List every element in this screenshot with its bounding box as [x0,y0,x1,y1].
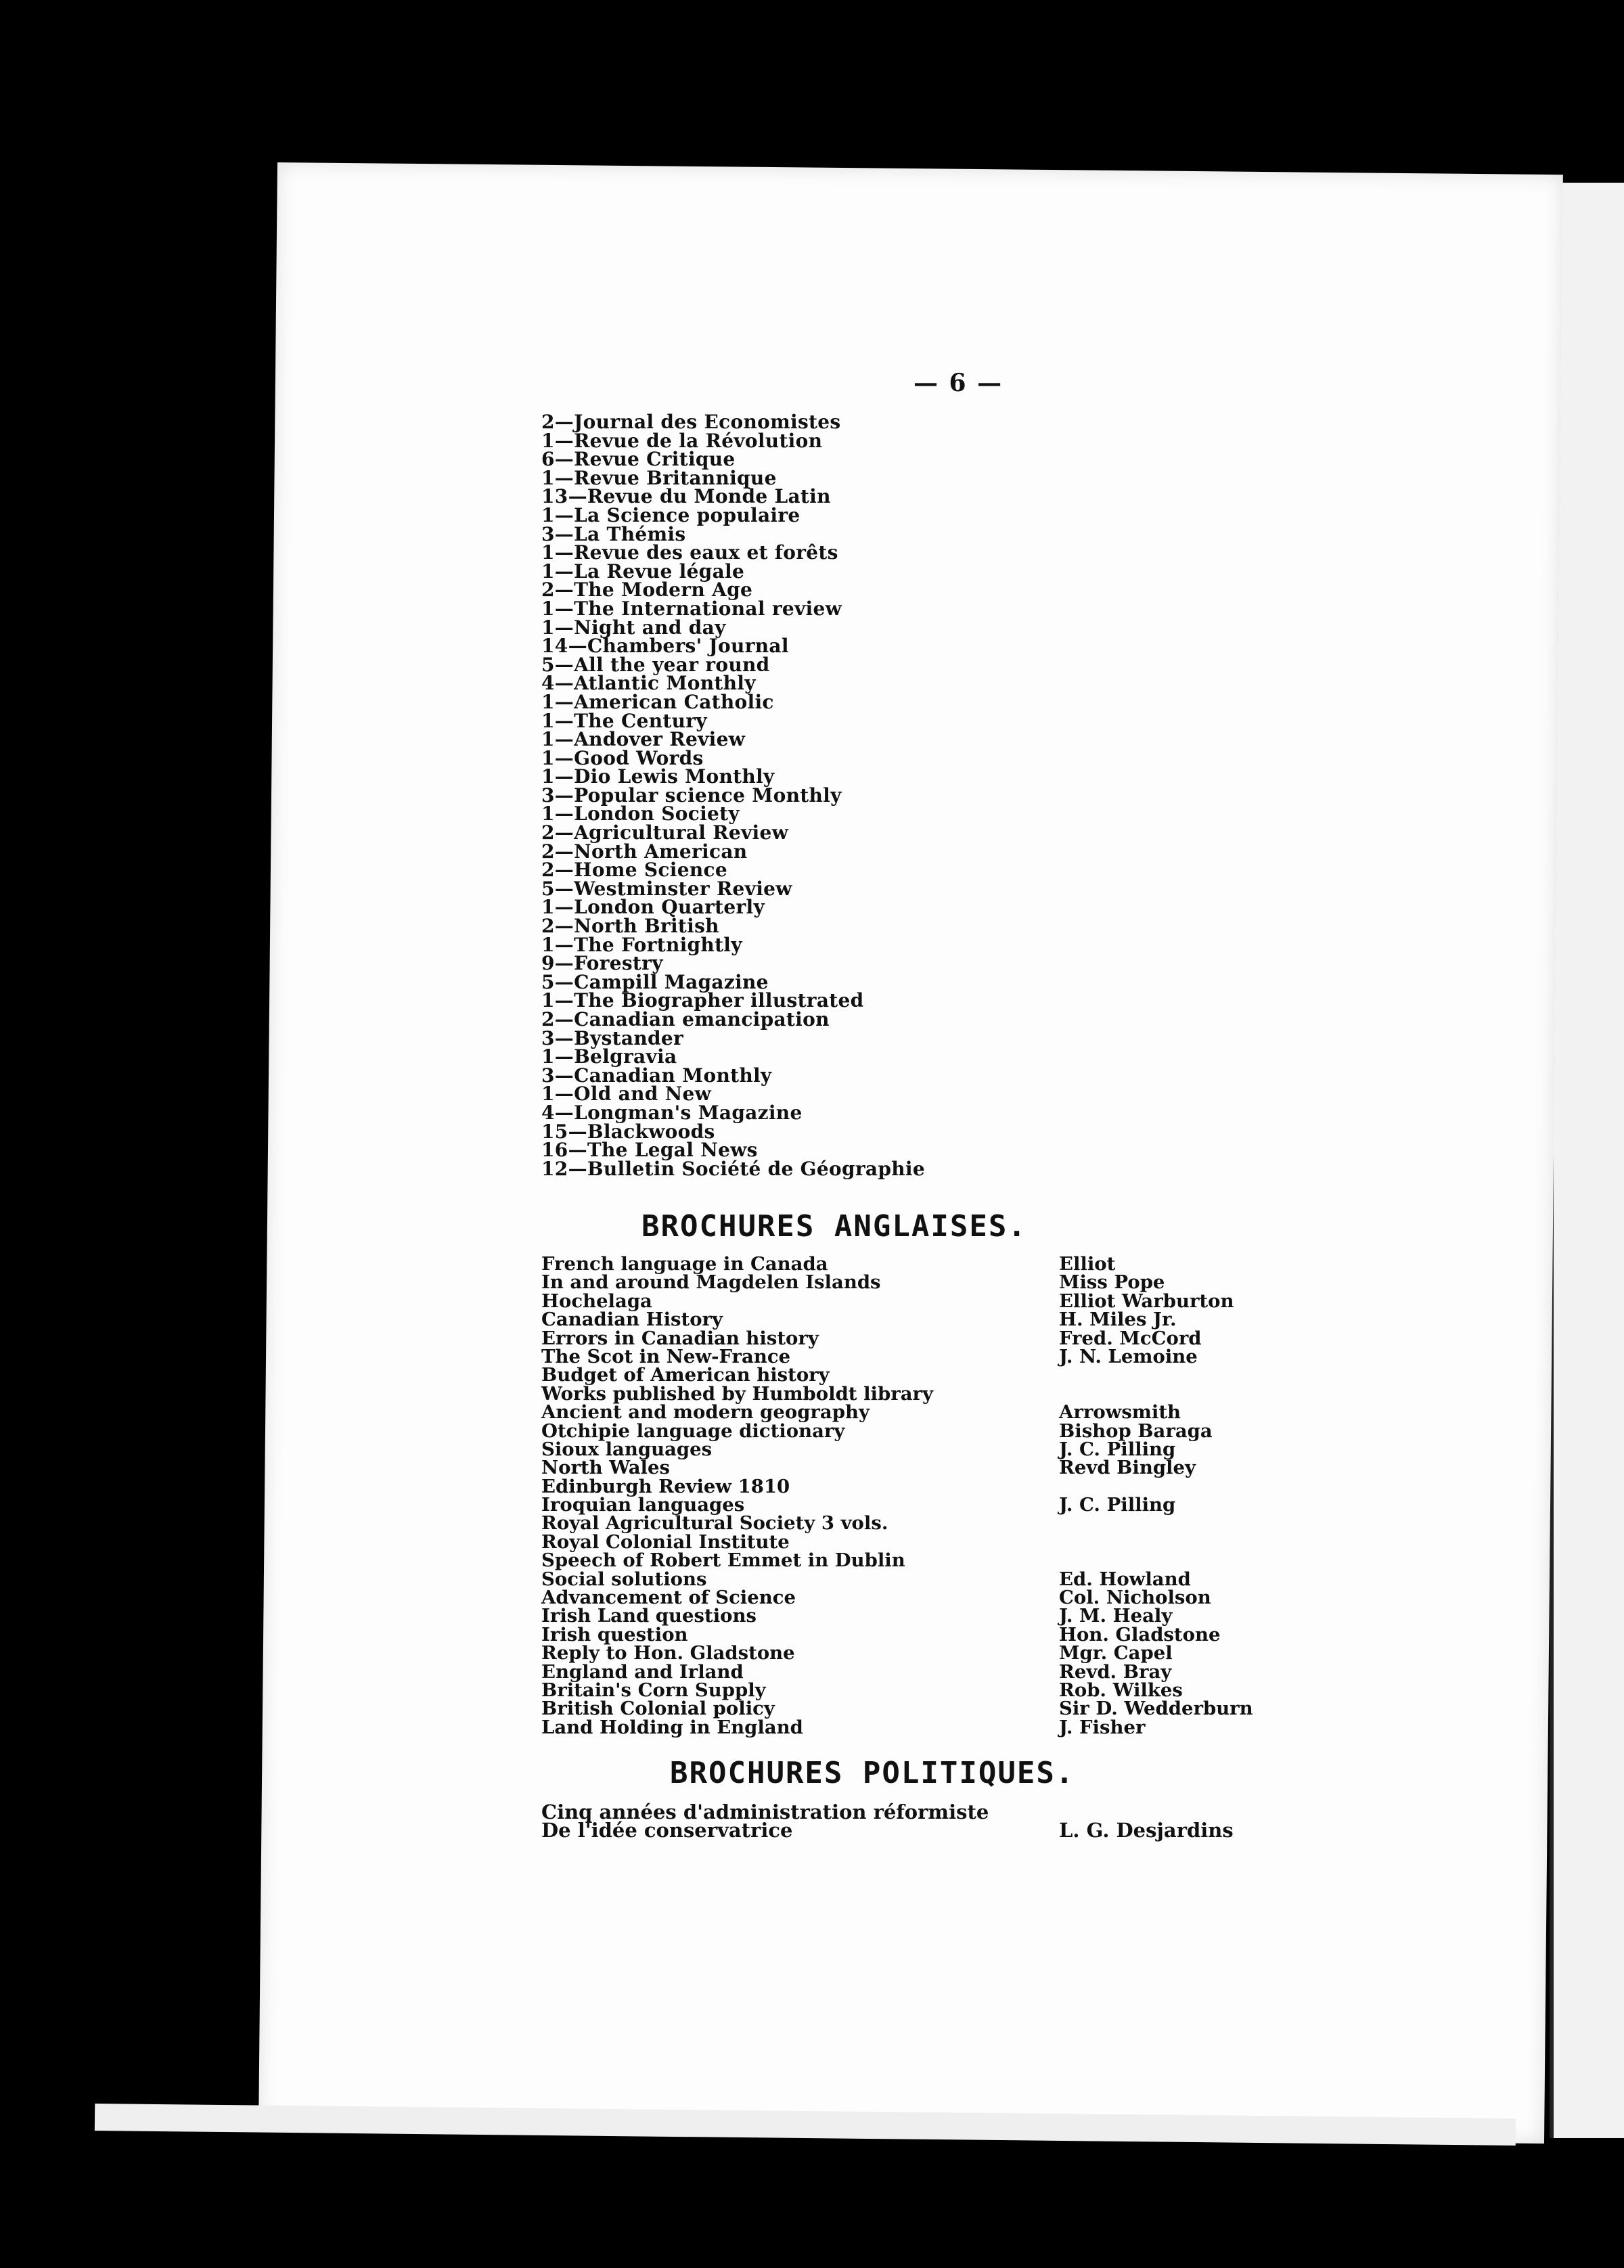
journal-entry: 2—The Modern Age [541,579,753,602]
brochure-anglaise-row [541,1459,1330,1477]
journal-entry: 1—Belgravia [541,1045,677,1068]
journal-entry: 2—Journal des Economistes [541,411,841,433]
page-number: — 6 — [914,369,1003,397]
next-page-edge [1550,183,1624,2138]
journal-entry: 9—Forestry [541,952,663,975]
brochure-anglaise-row [541,1716,1330,1738]
brochure-anglaise-author [1059,1385,1330,1403]
brochure-anglaise-title: Edinburgh Review 1810 [541,1475,790,1497]
brochure-anglaise-author: Bishop Baraga [1059,1420,1213,1442]
brochure-anglaise-row [541,1345,1330,1367]
brochure-anglaise-title: Otchipie language dictionary [541,1420,845,1442]
journal-entry: 3—Bystander [541,1026,684,1049]
brochure-anglaise-title: England and Irland [541,1660,744,1683]
journal-entry: 3—Canadian Monthly [541,1064,772,1087]
brochure-anglaise-title: In and around Magdelen Islands [541,1271,881,1294]
journal-entry: 1—The International review [541,597,842,620]
brochure-anglaise-author [1059,1551,1330,1570]
brochure-anglaise-author [1059,1514,1330,1533]
brochures-anglaises-list [541,1255,1330,1737]
brochure-anglaise-author: Hon. Gladstone [1059,1623,1221,1646]
brochure-anglaise-row [541,1570,1330,1589]
brochure-anglaise-author: J. N. Lemoine [1059,1345,1198,1367]
brochure-anglaise-author: Revd Bingley [1059,1457,1196,1479]
journal-entry: 13—Revue du Monde Latin [541,485,831,508]
brochure-anglaise-title: Royal Agricultural Society 3 vols. [541,1512,888,1535]
journal-entry: 5—Campill Magazine [541,970,769,993]
journal-entry: 5—All the year round [541,653,770,676]
journal-entry: 16—The Legal News [541,1139,758,1162]
journal-entry: 2—North British [541,915,719,938]
brochures-anglaises-heading: BROCHURES ANGLAISES. [641,1209,1027,1244]
brochure-politique-row [541,1821,1234,1840]
journal-entry: 1—Andover Review [541,728,746,751]
brochure-anglaise-title: Advancement of Science [541,1587,796,1609]
brochure-anglaise-author: Fred. McCord [1059,1327,1202,1349]
brochure-anglaise-title: Sioux languages [541,1438,713,1460]
brochure-anglaise-row [541,1623,1330,1646]
brochure-anglaise-row [541,1660,1330,1683]
brochure-anglaise-author: H. Miles Jr. [1059,1309,1177,1331]
journal-entry: 1—Night and day [541,616,726,639]
brochure-anglaise-author: Rob. Wilkes [1059,1679,1183,1701]
brochure-anglaise-title: Iroquian languages [541,1494,745,1516]
journal-entry: 6—Revue Critique [541,448,736,471]
brochure-anglaise-row [541,1551,1330,1570]
brochure-anglaise-row [541,1607,1330,1625]
brochure-anglaise-title: The Scot in New-France [541,1345,791,1367]
journal-entry: 1—The Biographer illustrated [541,989,864,1012]
brochure-anglaise-title: Canadian History [541,1309,723,1331]
brochure-anglaise-row [541,1589,1330,1607]
brochure-anglaise-row [541,1255,1330,1273]
brochure-anglaise-row [541,1327,1330,1349]
journal-entry: 1—Old and New [541,1083,712,1106]
journal-entry: 5—Westminster Review [541,877,792,900]
journal-entry: 1—Dio Lewis Monthly [541,765,775,788]
journal-entry: 1—Revue de la Révolution [541,429,823,452]
brochure-anglaise-author: J. C. Pilling [1059,1494,1176,1516]
journal-entry: 1—La Science populaire [541,503,800,526]
brochure-anglaise-row [541,1273,1330,1292]
journal-entry: 3—La Thémis [541,522,686,545]
brochure-anglaise-row [541,1700,1330,1718]
brochure-anglaise-author: Elliot [1059,1253,1116,1275]
journal-entry: 1—London Quarterly [541,896,765,919]
brochures-politiques-heading: BROCHURES POLITIQUES. [670,1756,1075,1790]
brochure-anglaise-row [541,1403,1330,1422]
journal-entry: 12—Bulletin Société de Géographie [541,1157,925,1180]
brochure-anglaise-row [541,1311,1330,1329]
journal-entry: 1—London Society [541,802,740,825]
journal-entry: 1—The Fortnightly [541,933,742,956]
brochure-anglaise-author: J. M. Healy [1059,1605,1173,1627]
brochure-anglaise-title: Irish Land questions [541,1605,757,1627]
brochure-anglaise-title: Social solutions [541,1568,707,1590]
brochure-anglaise-title: Irish question [541,1623,688,1646]
journal-entry: 1—American Catholic [541,690,774,713]
journal-list [541,413,947,1178]
brochure-anglaise-author [1059,1366,1330,1384]
brochure-politique-author: L. G. Desjardins [1059,1819,1234,1842]
brochure-anglaise-row [541,1292,1330,1311]
brochure-anglaise-author: J. C. Pilling [1059,1438,1176,1460]
journal-entry: 4—Atlantic Monthly [541,672,756,695]
brochure-anglaise-row [541,1496,1330,1514]
brochure-anglaise-author: Sir D. Wedderburn [1059,1698,1253,1720]
brochure-anglaise-title: French language in Canada [541,1253,828,1275]
brochure-anglaise-author [1059,1478,1330,1496]
brochure-anglaise-author: Miss Pope [1059,1271,1165,1294]
brochure-anglaise-row [541,1644,1330,1662]
journal-entry: 2—Agricultural Review [541,821,788,844]
brochure-anglaise-author: Col. Nicholson [1059,1587,1211,1609]
brochure-anglaise-title: Royal Colonial Institute [541,1530,790,1553]
brochure-anglaise-title: Land Holding in England [541,1716,803,1738]
brochure-anglaise-title: Works published by Humboldt library [541,1382,933,1405]
journal-entry: 1—Revue Britannique [541,466,777,489]
journal-entry: 2—Canadian emancipation [541,1008,830,1030]
journal-entry: 1—Good Words [541,746,704,769]
brochure-anglaise-row [541,1366,1330,1384]
brochure-anglaise-title: Britain's Corn Supply [541,1679,766,1701]
brochure-anglaise-title: North Wales [541,1457,670,1479]
journal-entry: 14—Chambers' Journal [541,635,789,658]
brochure-anglaise-author: Elliot Warburton [1059,1290,1234,1312]
journal-entry: 2—North American [541,840,748,863]
brochure-anglaise-author: Ed. Howland [1059,1568,1191,1590]
brochure-anglaise-row [541,1514,1330,1533]
brochure-anglaise-author [1059,1533,1330,1551]
brochure-anglaise-row [541,1422,1330,1441]
brochure-anglaise-author: J. Fisher [1059,1716,1146,1738]
brochure-anglaise-row [541,1475,1330,1497]
brochure-anglaise-title: Budget of American history [541,1364,830,1386]
journal-entry: 15—Blackwoods [541,1120,715,1143]
journal-entry: 3—Popular science Monthly [541,784,842,807]
brochure-anglaise-title: Speech of Robert Emmet in Dublin [541,1549,905,1572]
brochure-anglaise-title: Reply to Hon. Gladstone [541,1642,795,1664]
brochure-anglaise-title: Ancient and modern geography [541,1401,870,1424]
brochures-politiques-list [541,1800,1234,1842]
brochure-anglaise-row [541,1382,1330,1405]
brochure-anglaise-title: Hochelaga [541,1290,652,1312]
brochure-anglaise-author: Revd. Bray [1059,1660,1172,1683]
brochure-politique-title: De l'idée conservatrice [541,1819,793,1842]
journal-entry: 1—Revue des eaux et forêts [541,541,838,564]
brochure-anglaise-author: Arrowsmith [1059,1401,1181,1424]
journal-entry: 4—Longman's Magazine [541,1101,803,1124]
brochure-anglaise-title: Errors in Canadian history [541,1327,819,1349]
brochure-anglaise-row [541,1530,1330,1553]
brochure-anglaise-author: Mgr. Capel [1059,1642,1173,1664]
journal-entry: 2—Home Science [541,859,727,882]
brochure-anglaise-row [541,1681,1330,1700]
brochure-anglaise-title: British Colonial policy [541,1698,775,1720]
brochure-anglaise-row [541,1438,1330,1460]
journal-entry: 1—The Century [541,709,707,732]
journal-entry: 1—La Revue légale [541,560,745,583]
brochure-politique-title: Cinq années d'administration réformiste [541,1800,989,1823]
